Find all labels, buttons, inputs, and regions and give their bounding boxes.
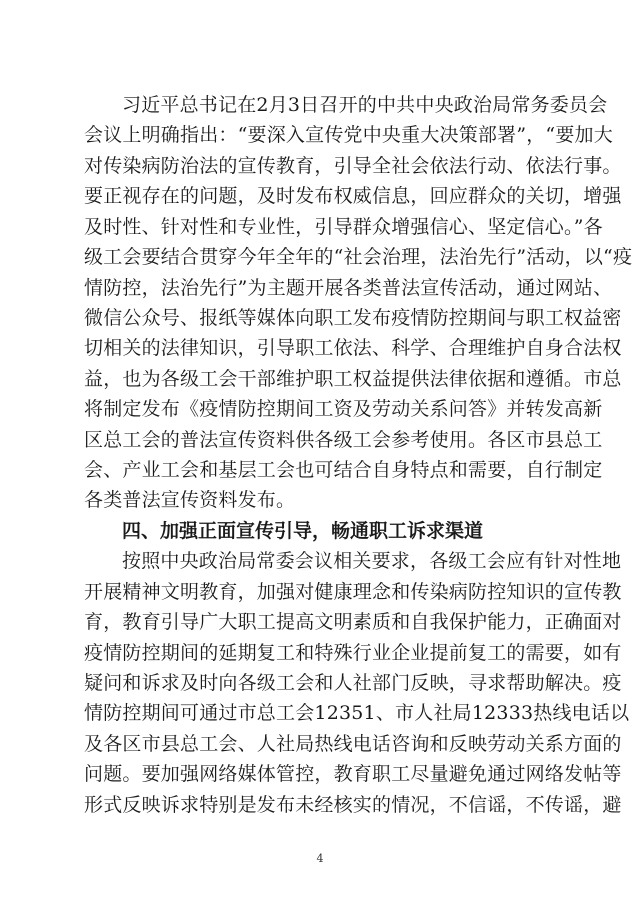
paragraph2-line-2: 开展精神文明教育，加强对健康理念和传染病防控知识的宣传教: [84, 581, 622, 603]
paragraph1-line-11: 将制定发布《疫情防控期间工资及劳动关系问答》并转发高新: [84, 398, 603, 420]
paragraph1-line-5: 及时性、针对性和专业性，引导群众增强信心、坚定信心。”各: [84, 216, 603, 238]
paragraph1-line-8: 微信公众号、报纸等媒体向职工发布疫情防控期间与职工权益密: [84, 307, 622, 329]
paragraph1-line-14: 各类普法宣传资料发布。: [84, 489, 296, 511]
paragraph1-line-2: 会议上明确指出：“要深入宣传党中央重大决策部署”，“要加大: [84, 124, 613, 146]
paragraph2-line-9: 形式反映诉求特别是发布未经核实的情况，不信谣，不传谣，避: [84, 794, 622, 816]
paragraph1-line-6: 级工会要结合贯穿今年全年的“社会治理，法治先行”活动，以“疫: [84, 246, 633, 268]
paragraph2-line-8: 问题。要加强网络媒体管控，教育职工尽量避免通过网络发帖等: [84, 763, 622, 785]
paragraph2-line-4: 疫情防控期间的延期复工和特殊行业企业提前复工的需要，如有: [84, 642, 622, 664]
paragraph1-line-4: 要正视存在的问题，及时发布权威信息，回应群众的关切，增强: [84, 185, 622, 207]
section-heading: 四、加强正面宣传引导，畅通职工诉求渠道: [122, 520, 484, 542]
paragraph1-line-12: 区总工会的普法宣传资料供各级工会参考使用。各区市县总工: [84, 429, 603, 451]
paragraph2-line-1: 按照中央政治局常委会议相关要求，各级工会应有针对性地: [122, 550, 622, 572]
paragraph1-line-3: 对传染病防治法的宣传教育，引导全社会依法行动、依法行事。: [84, 155, 622, 177]
paragraph1-line-7: 情防控，法治先行”为主题开展各类普法宣传活动，通过网站、: [84, 277, 613, 299]
paragraph1-line-9: 切相关的法律知识，引导职工依法、科学、合理维护自身合法权: [84, 337, 622, 359]
paragraph2-line-3: 育，教育引导广大职工提高文明素质和自我保护能力，正确面对: [84, 611, 622, 633]
paragraph1-line-1: 习近平总书记在2月3日召开的中共中央政治局常务委员会: [122, 94, 608, 116]
paragraph2-line-7: 及各区市县总工会、人社局热线电话咨询和反映劳动关系方面的: [84, 733, 622, 755]
paragraph1-line-10: 益，也为各级工会干部维护职工权益提供法律依据和遵循。市总: [84, 368, 622, 390]
paragraph2-line-6: 情防控期间可通过市总工会12351、市人社局12333热线电话以: [84, 702, 630, 724]
paragraph2-line-5: 疑问和诉求及时向各级工会和人社部门反映，寻求帮助解决。疫: [84, 672, 622, 694]
paragraph1-line-13: 会、产业工会和基层工会也可结合自身特点和需要，自行制定: [84, 459, 603, 481]
page-number: 4: [316, 852, 324, 865]
